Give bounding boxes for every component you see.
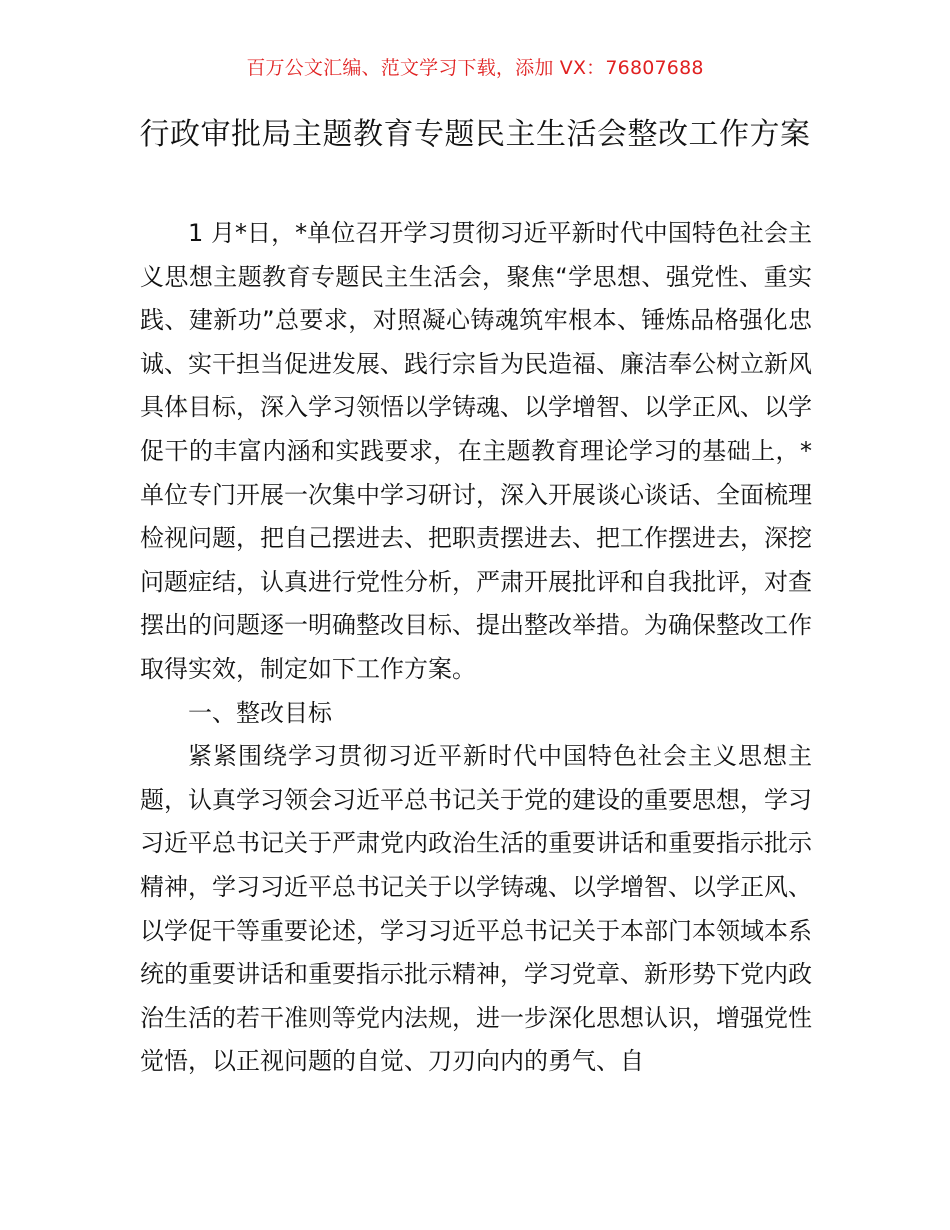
page-title: 行政审批局主题教育专题民主生活会整改工作方案 xyxy=(139,117,811,152)
section-paragraph: 紧紧围绕学习贯彻习近平新时代中国特色社会主义思想主题，认真学习领会习近平总书记关于党的建设的重要思想，学习习近平总书记关于严肃党内政治生活的重要讲话和重要指示批示精神，学习习近平总书记关于以学铸魂、以学增智、以学正风、以学促干等重要论述，学习习近平总书记关于本部门本领域本系统的重要讲话和重要指示批示精神，学习党章、新形势下党内政治生活的若干准则等党内法规，进一步深化思想认识，增强党性觉悟，以正视问题的自觉、刀刃向内的勇气、自 xyxy=(140,742,812,1076)
section-heading: 一、整改目标 xyxy=(188,698,332,727)
intro-paragraph: 1 月*日，*单位召开学习贯彻习近平新时代中国特色社会主义思想主题教育专题民主生活会，聚焦“学思想、强党性、重实践、建新功”总要求，对照凝心铸魂筑牢根本、锤炼品格强化忠诚、实干担当促进发展、践行宗旨为民造福、廉洁奉公树立新风具体目标，深入学习领悟以学铸魂、以学增智、以学正风、以学促干的丰富内涵和实践要求，在主题教育理论学习的基础上，*单位专门开展一次集中学习研讨，深入开展谈心谈话、全面梳理检视问题，把自己摆进去、把职责摆进去、把工作摆进去，深挖问题症结，认真进行党性分析，严肃开展批评和自我批评，对查摆出的问题逐一明确整改目标、提出整改举措。为确保整改工作取得实效，制定如下工作方案。 xyxy=(140,219,812,683)
header-watermark: 百万公文汇编、范文学习下载，添加 VX：76807688 xyxy=(246,57,704,79)
document-body xyxy=(140,212,812,1084)
